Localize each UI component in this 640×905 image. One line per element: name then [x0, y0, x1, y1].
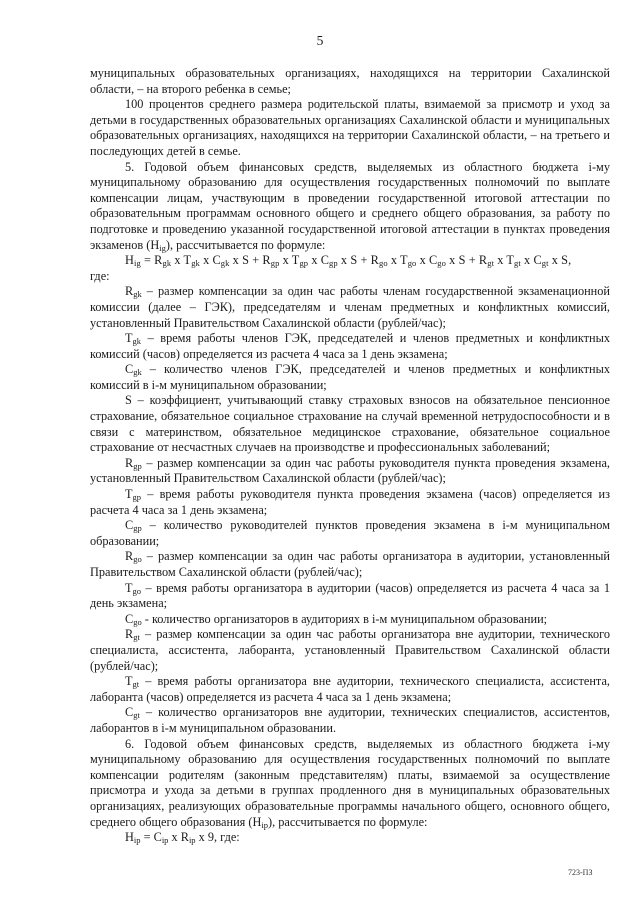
paragraph: $C_{gp}$ – количество руководителей пунктов проведения экзамена в i-м муниципальном образовании;	[90, 518, 610, 548]
paragraph: $C_{go}$ - количество организаторов в аудиториях в i-м муниципальном образовании;	[125, 611, 548, 627]
paragraph: $R_{gp}$ – размер компенсации за один час работы руководителя пункта проведения экзамена, установленный Правительством Сахалинской области (рублей/час);	[90, 455, 610, 486]
paragraph: $C_{gt}$ – количество организаторов вне аудитории, технических специалистов, ассистентов, лаборантов в i-м муниципальном образовании.	[90, 705, 610, 735]
paragraph: $T_{gp}$ – время работы руководителя пункта проведения экзамена (часов) определяется из расчета 4 часа за 1 день экзамена;	[90, 487, 610, 517]
paragraph: $R_{gk}$ – размер компенсации за один час работы членам государственной экзаменационной комиссии (далее – ГЭК), председателям и членам предметных и конфликтных комиссий, установленный Правительством Сахалинской области (рублей/час);	[90, 284, 610, 330]
paragraph: 6. Годовой объем финансовых средств, выделяемых из областного бюджета i-му муниципальному образованию для осуществления государственных полномочий по выплате компенсации родителям (законным представителям) платы, взимаемой за осуществление присмотра и ухода за детьми в группах продленного дня в муниципальных образовательных организациях, реализующих образовательные программы начального общего, основного общего, среднего общего образования $(H_{ip})$, рассчитывается по формуле:	[90, 736, 610, 830]
paragraph: где:	[90, 268, 110, 283]
paragraph: $T_{gt}$ – время работы организатора вне аудитории, технического специалиста, ассистента, лаборанта (часов) определяется из расчета 4 часа за 1 день экзамена;	[90, 674, 610, 704]
paragraph: S – коэффициент, учитывающий ставку страховых взносов на обязательное пенсионное страхование, обязательное социальное страхование на случай временной нетрудоспособности и в связи с материнством, обязательное медицинское страхование, обязательное социальное страхование от несчастных случаев на производстве и профессиональных заболеваний;	[90, 393, 610, 455]
paragraph: $T_{go}$ – время работы организатора в аудитории (часов) определяется из расчета 4 часа за 1 день экзамена;	[90, 580, 610, 611]
paragraph: 5. Годовой объем финансовых средств, выделяемых из областного бюджета i-му муниципальному образованию для осуществления государственных полномочий по выплате компенсации лицам, участвующим в проведении государственной итоговой аттестации по образовательным программам основного общего и среднего общего образования, за работу по подготовке и проведению указанной государственной итоговой аттестации в пунктах проведения экзаменов $(H_{ig})$, рассчитывается по формуле:	[90, 159, 610, 253]
page-number: 5	[316, 33, 324, 48]
paragraph: $R_{gt}$ – размер компенсации за один час работы организатора вне аудитории, технического специалиста, ассистента, лаборанта, установленный Правительством Сахалинской области (рублей/час);	[90, 627, 610, 673]
paragraph: муниципальных образовательных организациях, находящихся на территории Сахалинской области, – на второго ребенка в семье;	[90, 66, 610, 96]
document-code: 723-ПЗ	[568, 868, 593, 877]
document-body	[90, 66, 610, 846]
paragraph: $T_{gk}$ – время работы членов ГЭК, председателей и членов предметных и конфликтных комиссий (часов) определяется из расчета 4 часа за 1 день экзамена;	[90, 331, 610, 361]
paragraph: $R_{go}$ – размер компенсации за один час работы организатора в аудитории, установленный Правительством Сахалинской области (рублей/час);	[90, 549, 610, 579]
paragraph: $C_{gk}$ – количество членов ГЭК, председателей и членов предметных и конфликтных комиссий в i-м муниципальном образовании;	[90, 362, 610, 392]
paragraph: 100 процентов среднего размера родительской платы, взимаемой за присмотр и уход за детьми в государственных образовательных организациях Сахалинской области и муниципальных образовательных организациях, находящихся на территории Сахалинской области, – на третьего и последующих детей в семье.	[90, 97, 610, 158]
formula: $H_{ip} = C_{ip}$ x $R_{ip}$ x 9, где:	[125, 830, 240, 846]
formula: $H_{ig} = R_{gk}$ x $T_{gk}$ x $C_{gk}$ x $S + R_{gp}$ x $T_{gp}$ x $C_{gp}$ x $S + R_{go}$ x $T_{go}$ x $C_{go}$ x $S + R_{gt}$ x $T_{gt}$ x $C_{gt}$ x S,	[125, 253, 572, 269]
